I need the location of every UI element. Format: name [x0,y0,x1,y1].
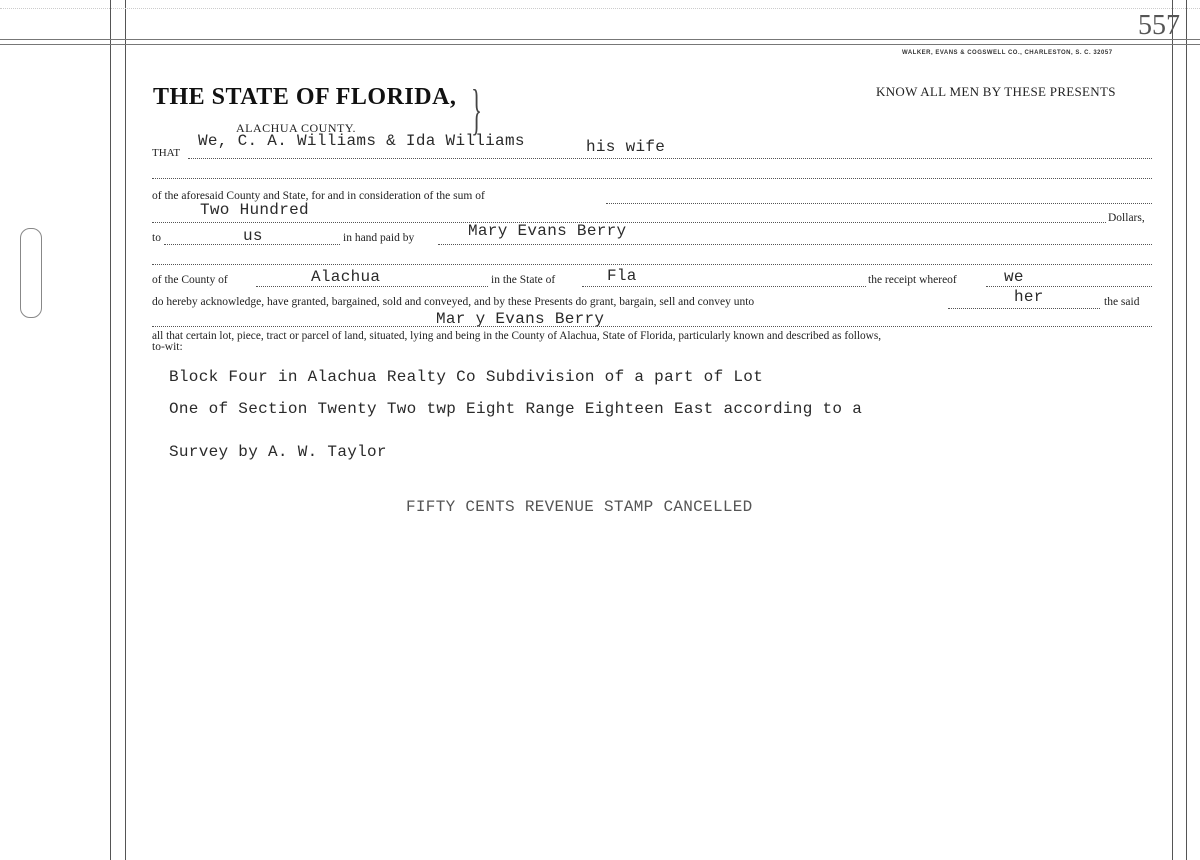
receipt-line [986,286,1152,287]
to-wit-label: to-wit: [152,341,183,353]
county-line [256,286,488,287]
description-line-1: Block Four in Alachua Realty Co Subdivision of a part of Lot [169,368,764,386]
binder-hole [20,228,42,318]
description-line-3: Survey by A. W. Taylor [169,443,387,461]
presents-heading: KNOW ALL MEN BY THESE PRESENTS [876,84,1116,99]
top-dotted-rule [0,8,1200,9]
description-line-2: One of Section Twenty Two twp Eight Range Eighteen East according to a [169,400,863,418]
blank-line-1 [152,178,1152,179]
blank-line-2 [152,264,1152,265]
revenue-stamp-note: FIFTY CENTS REVENUE STAMP CANCELLED [406,498,753,516]
state-value: Fla [607,267,637,285]
state-label: in the State of [491,274,556,286]
grantee-value: Mar y Evans Berry [436,310,605,328]
acknowledge-clause: do hereby acknowledge, have granted, bargained, sold and conveyed, and by these Presents do grant, bargain, sell and convey unto [152,296,755,308]
his-wife-value: his wife [586,138,666,156]
payer-value: Mary Evans Berry [468,222,627,240]
unto-line [948,308,1100,309]
the-said-label: the said [1104,296,1140,308]
that-label: THAT [152,147,181,159]
left-margin-line-inner [125,0,126,860]
top-rule-2 [0,44,1200,45]
grantors-value: We, C. A. Williams & Ida Williams [198,132,525,150]
page-number: 557 [1138,10,1180,41]
dollars-label: Dollars, [1108,212,1145,224]
document-title: THE STATE OF FLORIDA, [153,84,457,110]
county-value: Alachua [311,268,381,286]
sum-value: Two Hundred [200,201,309,219]
right-margin-line-outer [1186,0,1187,860]
sum-line [152,222,1106,223]
left-margin-line [110,0,111,860]
brace: } [471,79,482,141]
payer-line [438,244,1152,245]
state-line [582,286,866,287]
of-county-label: of the County of [152,274,228,286]
to-label: to [152,232,161,244]
grantors-line [188,158,1152,159]
all-that-clause: all that certain lot, piece, tract or parcel of land, situated, lying and being in the County of Alachua, State of Florida, particularly known and described as follows, [152,330,882,342]
unto-value: her [1014,288,1044,306]
printer-line: WALKER, EVANS & COGSWELL CO., CHARLESTON, S. C. 32057 [902,50,1113,56]
to-value: us [243,227,263,245]
top-rule [0,39,1200,40]
paid-by-label: in hand paid by [343,232,415,244]
right-margin-line [1172,0,1173,860]
receipt-value: we [1004,268,1024,286]
consideration-line [606,203,1152,204]
consideration-label: of the aforesaid County and State, for and in consideration of the sum of [152,190,485,202]
county-heading: ALACHUA COUNTY. [236,121,356,135]
grantee-line [152,326,1152,327]
receipt-label: the receipt whereof [868,274,957,286]
